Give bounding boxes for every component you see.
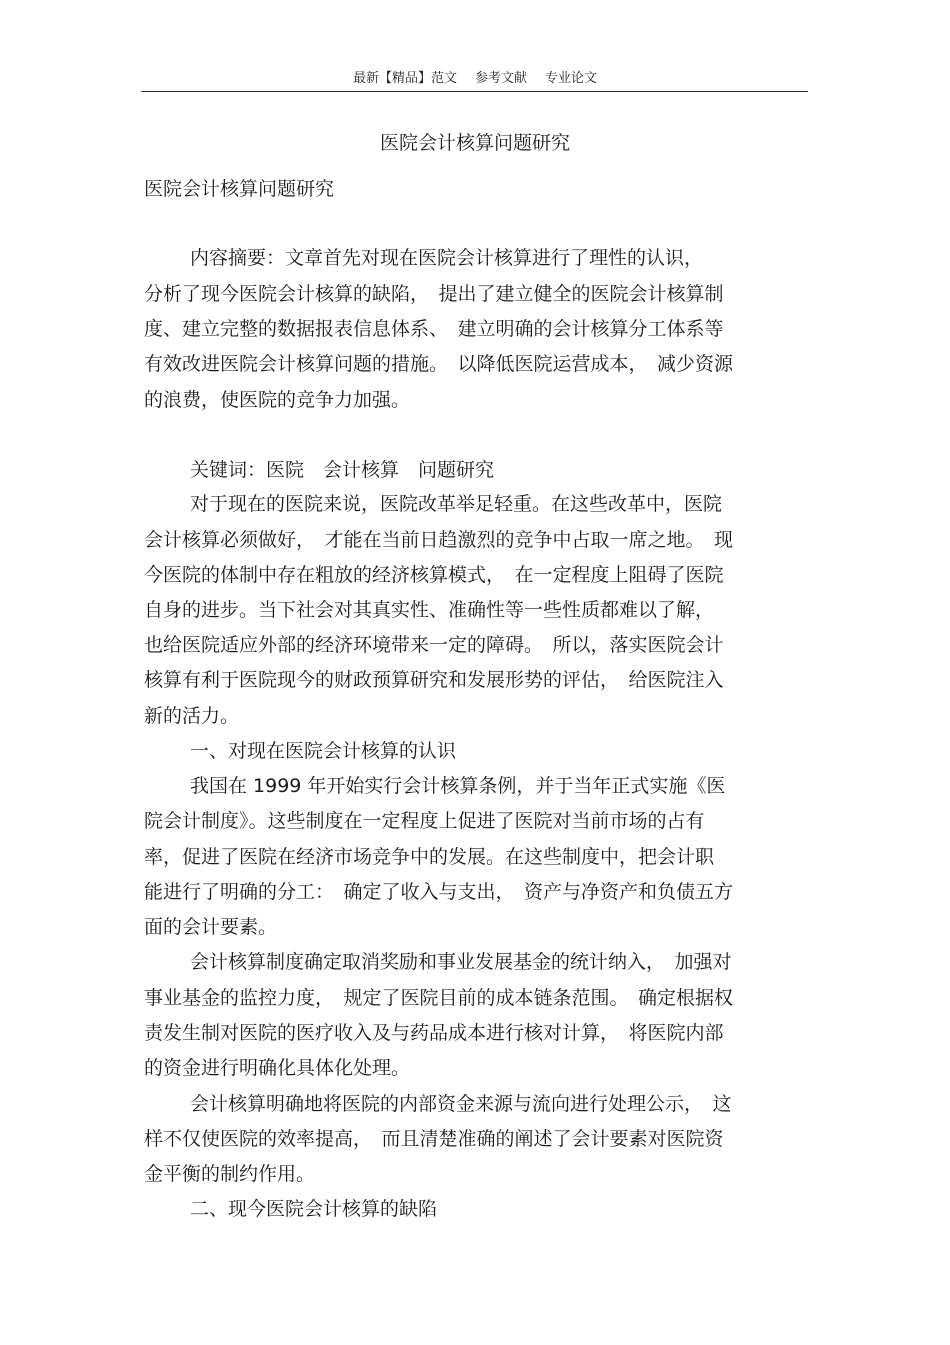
paragraph-line: 会计核算明确地将医院的内部资金来源与流向进行处理公示， 这 (190, 1093, 732, 1115)
paragraph-line: 责发生制对医院的医疗收入及与药品成本进行核对计算， 将医院内部 (144, 1022, 724, 1044)
paragraph-line: 会计核算制度确定取消奖励和事业发展基金的统计纳入， 加强对 (190, 951, 732, 973)
keywords-line: 关键词：医院 会计核算 问题研究 (190, 459, 495, 481)
header-label-papers: 专业论文 (545, 71, 598, 86)
abstract-line: 分析了现今医院会计核算的缺陷， 提出了建立健全的医院会计核算制 (144, 283, 724, 305)
paragraph-line: 今医院的体制中存在粗放的经济核算模式， 在一定程度上阻碍了医院 (144, 564, 724, 586)
document-subtitle: 医院会计核算问题研究 (144, 178, 335, 200)
paragraph-line: 能进行了明确的分工： 确定了收入与支出， 资产与净资产和负债五方 (144, 881, 734, 903)
paragraph-line: 也给医院适应外部的经济环境带来一定的障碍。 所以，落实医院会计 (144, 634, 724, 656)
paragraph-line: 自身的进步。当下社会对其真实性、准确性等一些性质都难以了解， (144, 599, 715, 621)
header-divider (141, 91, 808, 92)
header-label-references: 参考文献 (474, 71, 527, 86)
abstract-line: 的浪费，使医院的竞争力加强。 (144, 389, 411, 411)
document-title: 医院会计核算问题研究 (379, 132, 570, 154)
abstract-line: 度、建立完整的数据报表信息体系、 建立明确的会计核算分工体系等 (144, 318, 724, 340)
paragraph-line: 对于现在的医院来说，医院改革举足轻重。在这些改革中，医院 (190, 493, 723, 515)
paragraph-line: 的资金进行明确化具体化处理。 (144, 1057, 411, 1079)
paragraph-line: 我国在 1999 年开始实行会计核算条例，并于当年正式实施《医 (190, 775, 726, 797)
paragraph-line: 金平衡的制约作用。 (144, 1163, 316, 1185)
paragraph-line: 率，促进了医院在经济市场竞争中的发展。在这些制度中，把会计职 (144, 846, 715, 868)
paragraph-line: 样不仅使医院的效率提高， 而且清楚准确的阐述了会计要素对医院资 (144, 1128, 724, 1150)
section-heading: 二、现今医院会计核算的缺陷 (190, 1198, 438, 1220)
paragraph-line: 会计核算必须做好， 才能在当前日趋激烈的竞争中占取一席之地。 现 (144, 529, 734, 551)
paragraph-line: 核算有利于医院现今的财政预算研究和发展形势的评估， 给医院注入 (144, 669, 724, 691)
abstract-line: 内容摘要：文章首先对现在医院会计核算进行了理性的认识， (190, 247, 704, 269)
header-label-essays: 最新【精品】范文 (352, 71, 457, 86)
paragraph-line: 面的会计要素。 (144, 916, 278, 938)
abstract-line: 有效改进医院会计核算问题的措施。 以降低医院运营成本， 减少资源 (144, 353, 734, 375)
section-heading: 一、对现在医院会计核算的认识 (190, 740, 457, 762)
page-header (0, 67, 950, 86)
paragraph-line: 事业基金的监控力度， 规定了医院目前的成本链条范围。 确定根据权 (144, 987, 734, 1009)
paragraph-line: 院会计制度》。这些制度在一定程度上促进了医院对当前市场的占有 (144, 810, 705, 832)
paragraph-line: 新的活力。 (144, 705, 240, 727)
